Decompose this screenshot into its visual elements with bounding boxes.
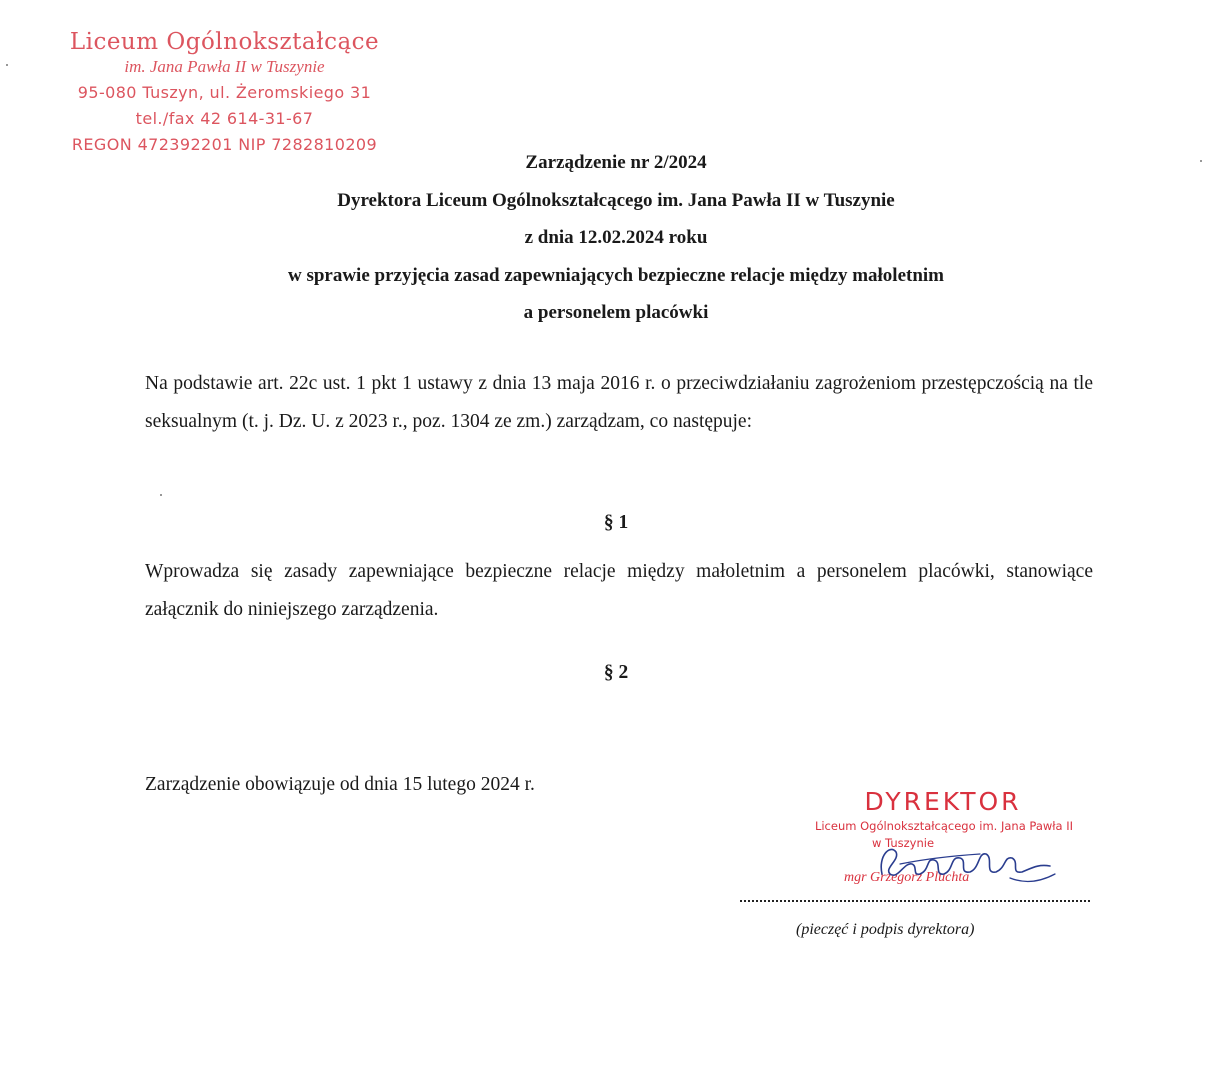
school-stamp-address: 95-080 Tuszyn, ul. Żeromskiego 31 [77, 83, 372, 102]
director-stamp-school: Liceum Ogólnokształcącego im. Jana Pawła II [814, 819, 1074, 833]
section-2-paragraph: Zarządzenie obowiązuje od dnia 15 lutego 2024 r. [145, 774, 535, 795]
order-date: z dnia 12.02.2024 roku [524, 227, 708, 248]
legal-basis-paragraph: Na podstawie art. 22c ust. 1 pkt 1 ustawy z dnia 13 maja 2016 r. o przeciwdziałaniu zagrożeniom przestępczością na tle seksualnym (t. j. Dz. U. z 2023 r., poz. 1304 ze zm.) zarządzam, co następuje: [145, 373, 1093, 432]
school-stamp-name: Liceum Ogólnokształcące [69, 29, 380, 55]
order-subject-line-1: w sprawie przyjęcia zasad zapewniających bezpieczne relacje między małoletnim [287, 264, 945, 286]
scan-speck [6, 64, 8, 66]
director-stamp-name: mgr Grzegorz Pluchta [844, 870, 970, 885]
order-title: Zarządzenie nr 2/2024 [525, 152, 707, 173]
section-1-paragraph: Wprowadza się zasady zapewniające bezpieczne relacje między małoletnim a personelem placówki, stanowiące załącznik do niniejszego zarządzenia. [145, 561, 1093, 620]
school-stamp [52, 28, 397, 158]
signature-caption: (pieczęć i podpis dyrektora) [796, 921, 975, 938]
director-stamp-town: w Tuszynie [872, 836, 935, 850]
school-stamp-patron: im. Jana Pawła II w Tuszynie [124, 57, 325, 76]
scan-speck [1200, 160, 1202, 162]
signature-dotted-line [740, 900, 1090, 902]
section-2-mark: § 2 [603, 662, 629, 683]
director-stamp-signature-block [740, 786, 1092, 956]
order-subject-line-2: a personelem placówki [523, 302, 709, 323]
scan-speck [160, 494, 162, 496]
order-issuer: Dyrektora Liceum Ogólnokształcącego im. Jana Pawła II w Tuszynie [337, 189, 895, 211]
school-stamp-ids: REGON 472392201 NIP 7282810209 [71, 135, 378, 154]
director-stamp-title: DYREKTOR [864, 787, 1022, 816]
section-1-mark: § 1 [603, 512, 629, 533]
document-heading [0, 144, 1232, 332]
handwritten-signature [860, 834, 1060, 894]
school-stamp-phone: tel./fax 42 614-31-67 [135, 109, 314, 128]
